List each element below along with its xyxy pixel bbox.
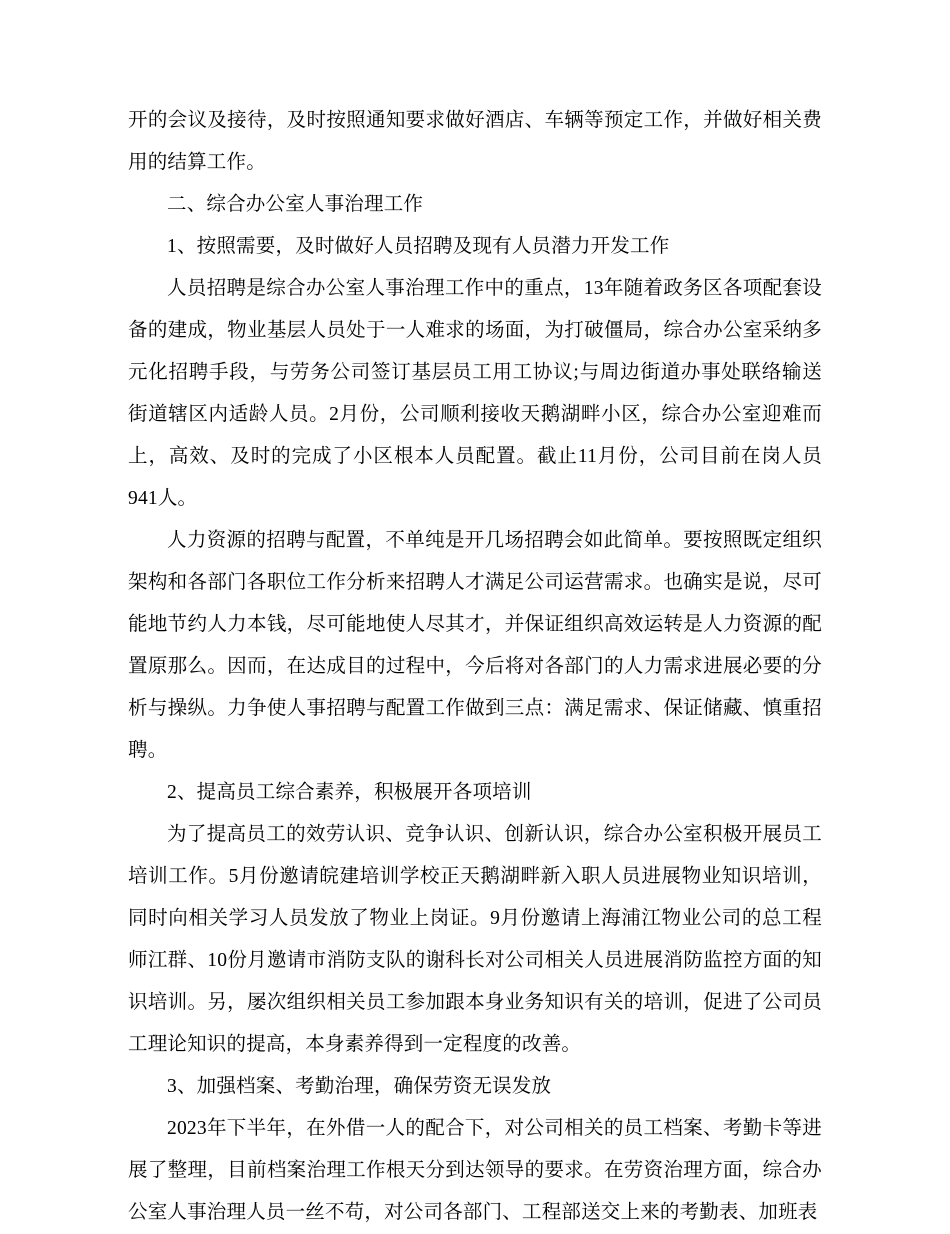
paragraph-heading-two: 二、综合办公室人事治理工作 xyxy=(167,194,424,215)
paragraph: 为了提高员工的效劳认识、竞争认识、创新认识，综合办公室积极开展员工培训工作。5月份邀请皖建培训学校正天鹅湖畔新入职人员进展物业知识培训，同时向相关学习人员发放了物业上岗证。9月份邀请上海浦江物业公司的总工程师江群、10份月邀请市消防支队的谢科长对公司相关人员进展消防监控方面的知识培训。另，屡次组织相关员工参加跟本身业务知识有关的培训，促进了公司员工理论知识的提高，本身素养得到一定程度的改善。 xyxy=(128,824,822,1055)
paragraph-heading-one: 1、按照需要，及时做好人员招聘及现有人员潜力开发工作 xyxy=(167,236,670,257)
paragraph: 人员招聘是综合办公室人事治理工作中的重点，13年随着政务区各项配套设备的建成，物业基层人员处于一人难求的场面，为打破僵局，综合办公室采纳多元化招聘手段，与劳务公司签订基层员工用工协议;与周边街道办事处联络输送街道辖区内适龄人员。2月份，公司顺利接收天鹅湖畔小区，综合办公室迎难而上，高效、及时的完成了小区根本人员配置。截止11月份，公司目前在岗人员941人。 xyxy=(128,278,822,509)
paragraph: 开的会议及接待，及时按照通知要求做好酒店、车辆等预定工作，并做好相关费用的结算工作。 xyxy=(128,110,822,173)
paragraph-heading-two-b: 2、提高员工综合素养，积极展开各项培训 xyxy=(167,782,532,803)
paragraph: 人力资源的招聘与配置，不单纯是开几场招聘会如此简单。要按照既定组织架构和各部门各职位工作分析来招聘人才满足公司运营需求。也确实是说，尽可能地节约人力本钱，尽可能地使人尽其才，并保证组织高效运转是人力资源的配置原那么。因而，在达成目的过程中，今后将对各部门的人力需求进展必要的分析与操纵。力争使人事招聘与配置工作做到三点：满足需求、保证储藏、慎重招聘。 xyxy=(128,530,822,761)
paragraph-heading-three: 3、加强档案、考勤治理，确保劳资无误发放 xyxy=(167,1076,552,1097)
paragraph: 2023年下半年，在外借一人的配合下，对公司相关的员工档案、考勤卡等进展了整理，目前档案治理工作根天分到达领导的要求。在劳资治理方面，综合办公室人事治理人员一丝不苟，对公司各部门、工程部送交上来的考勤表、加班表 xyxy=(128,1118,822,1223)
document-body xyxy=(128,100,822,1234)
